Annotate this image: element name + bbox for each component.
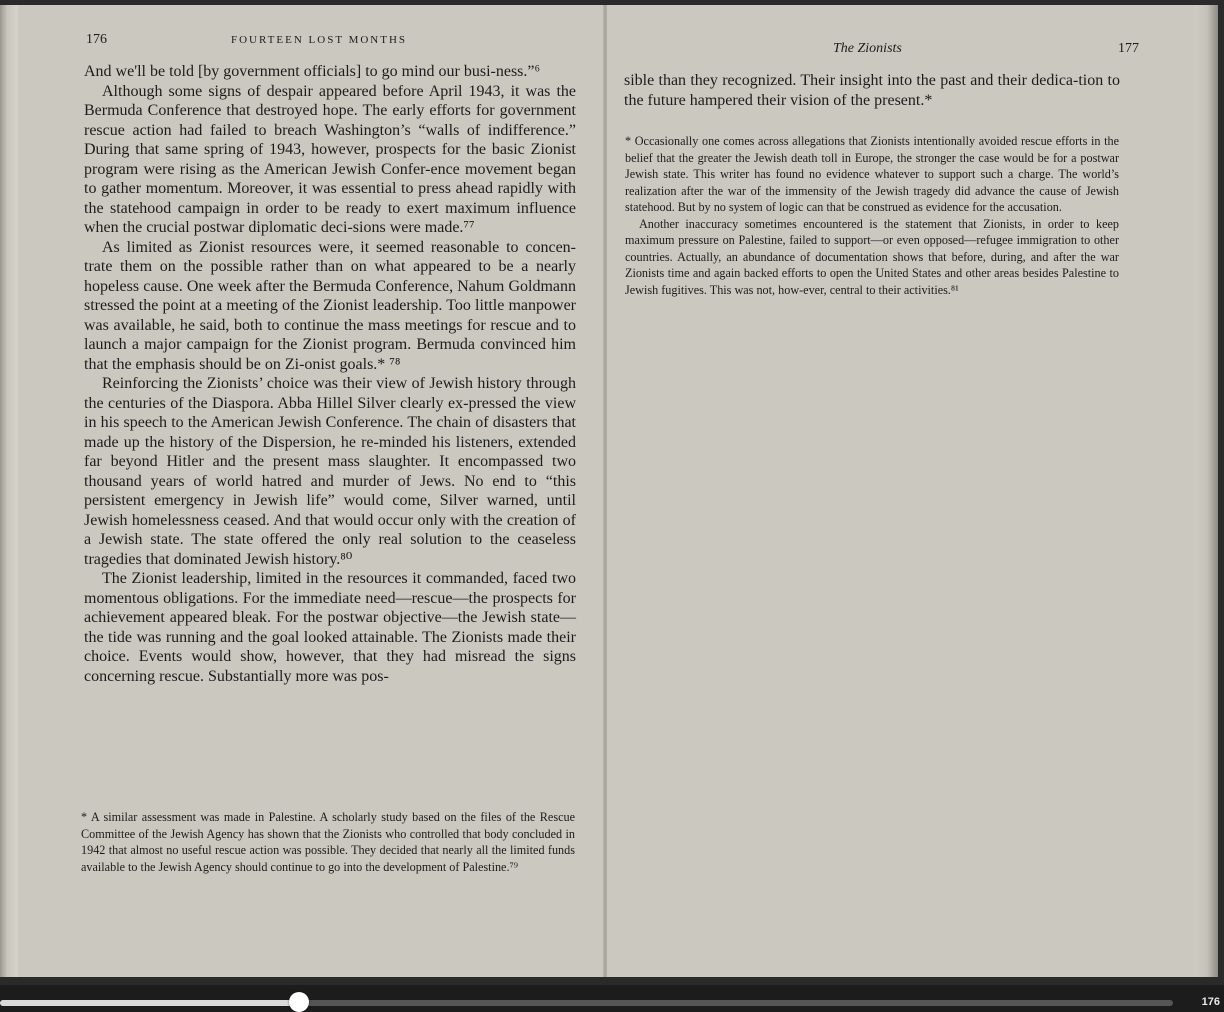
right-page-number: 177 — [1118, 41, 1139, 56]
left-running-head — [86, 32, 586, 52]
left-footnote — [81, 809, 575, 875]
left-running-head-title: FOURTEEN LOST MONTHS — [231, 34, 408, 46]
left-paragraph: As limited as Zionist resources were, it seemed reasonable to concen-trate them on the possible rather than on what appeared to be a nearly hopeless cause. One week after the Bermuda Conference, Nahum Goldmann stressed the point at a meeting of the Zionist leadership. Too little manpower was available, he said, both to continue the mass meetings for rescue and to launch a major campaign for the Zionist program. Bermuda convinced him that the emphasis should be on Zi-onist goals.* ⁷⁸ — [84, 238, 576, 373]
left-page-number: 176 — [86, 32, 107, 47]
right-footnotes — [625, 133, 1119, 298]
right-running-head-title: The Zionists — [833, 41, 902, 56]
scrubber-handle[interactable] — [289, 992, 309, 1012]
scrubber-track[interactable] — [0, 1000, 1173, 1006]
right-footnote-text: Another inaccuracy sometimes encountered is the statement that Zionists, in order to keep maximum pressure on Palestine, failed to support—or even opposed—refugee immigration to other countries. Actually, an abundance of documentation shows that before, during, and after the war Zionists time and again backed efforts to open the United States and other areas besides Palestine to Jewish fugitives. This was not, how-ever, central to their activities.⁸¹ — [625, 216, 1119, 297]
left-paragraph: And we'll be told [by government officials] to go mind our busi-ness.”⁶ — [84, 63, 541, 80]
left-footnote-text: * A similar assessment was made in Palestine. A scholarly study based on the files of the Rescue Committee of the Jewish Agency has shown that the Zionists who controlled that body concluded in 1942 that almost no useful rescue action was possible. They decided that nearly all the limited funds available to the Jewish Agency should continue to go into the development of Palestine.⁷⁹ — [81, 810, 575, 874]
open-book-spread — [0, 5, 1218, 977]
right-page-edges — [1194, 5, 1218, 977]
page-scrubber[interactable] — [0, 985, 1224, 1012]
right-footnote-text: * Occasionally one comes across allegations that Zionists intentionally avoided rescue efforts in the belief that the greater the Jewish death toll in Europe, the stronger the case would be for a postwar Jewish state. This writer has found no evidence whatever to support such a charge. The world’s realization after the war of the immensity of the Jewish tragedy did advance the cause of Jewish statehood. But by no system of logic can that be construed as evidence for the accusation. — [625, 134, 1119, 214]
right-page[interactable] — [607, 5, 1194, 977]
left-paragraph: Although some signs of despair appeared before April 1943, it was the Bermuda Conference that destroyed hope. The early efforts for government rescue action had failed to breach Washington’s “walls of indifference.” During that same spring of 1943, however, prospects for the basic Zionist program were rising as the American Jewish Confer-ence movement began to gather momentum. Moreover, it was essential to press ahead rapidly with the statehood campaign in order to be ready to exert maximum influence when the crucial postwar diplomatic deci-sions were made.⁷⁷ — [84, 82, 576, 236]
right-paragraph: sible than they recognized. Their insight into the past and their dedica-tion to the future hampered their vision of the present.* — [624, 72, 1120, 109]
left-page-edges — [0, 5, 18, 977]
left-paragraph: Reinforcing the Zionists’ choice was their view of Jewish history through the centuries of the Diaspora. Abba Hillel Silver clearly ex-pressed the view in his speech to the American Jewish Conference. The chain of disasters that made up the history of the Dispersion, he re-minded his listeners, extended far beyond Hitler and the present mass slaughter. It encompassed two thousand years of world hatred and murder of Jews. No end to “this persistent emergency in Jewish life” would come, Silver warned, until Jewish homelessness ceased. And that would occur only with the creation of a Jewish state. The state offered the only real solution to the ceaseless tragedies that dominated Jewish history.⁸⁰ — [84, 375, 576, 568]
right-running-head — [833, 41, 1139, 61]
scrubber-progress-fill — [0, 1000, 299, 1006]
current-page-indicator: 176 — [1201, 996, 1220, 1008]
left-page-body — [84, 62, 576, 686]
right-page-body — [624, 71, 1120, 110]
left-page[interactable] — [18, 5, 604, 977]
left-paragraph: The Zionist leadership, limited in the resources it commanded, faced two momentous obligations. For the immediate need—rescue—the prospects for achievement appeared bleak. For the postwar objective—the Jewish state—the tide was running and the goal looked attainable. The Zionists made their choice. Events would show, however, that they had misread the signs concerning rescue. Substantially more was pos- — [84, 570, 576, 685]
